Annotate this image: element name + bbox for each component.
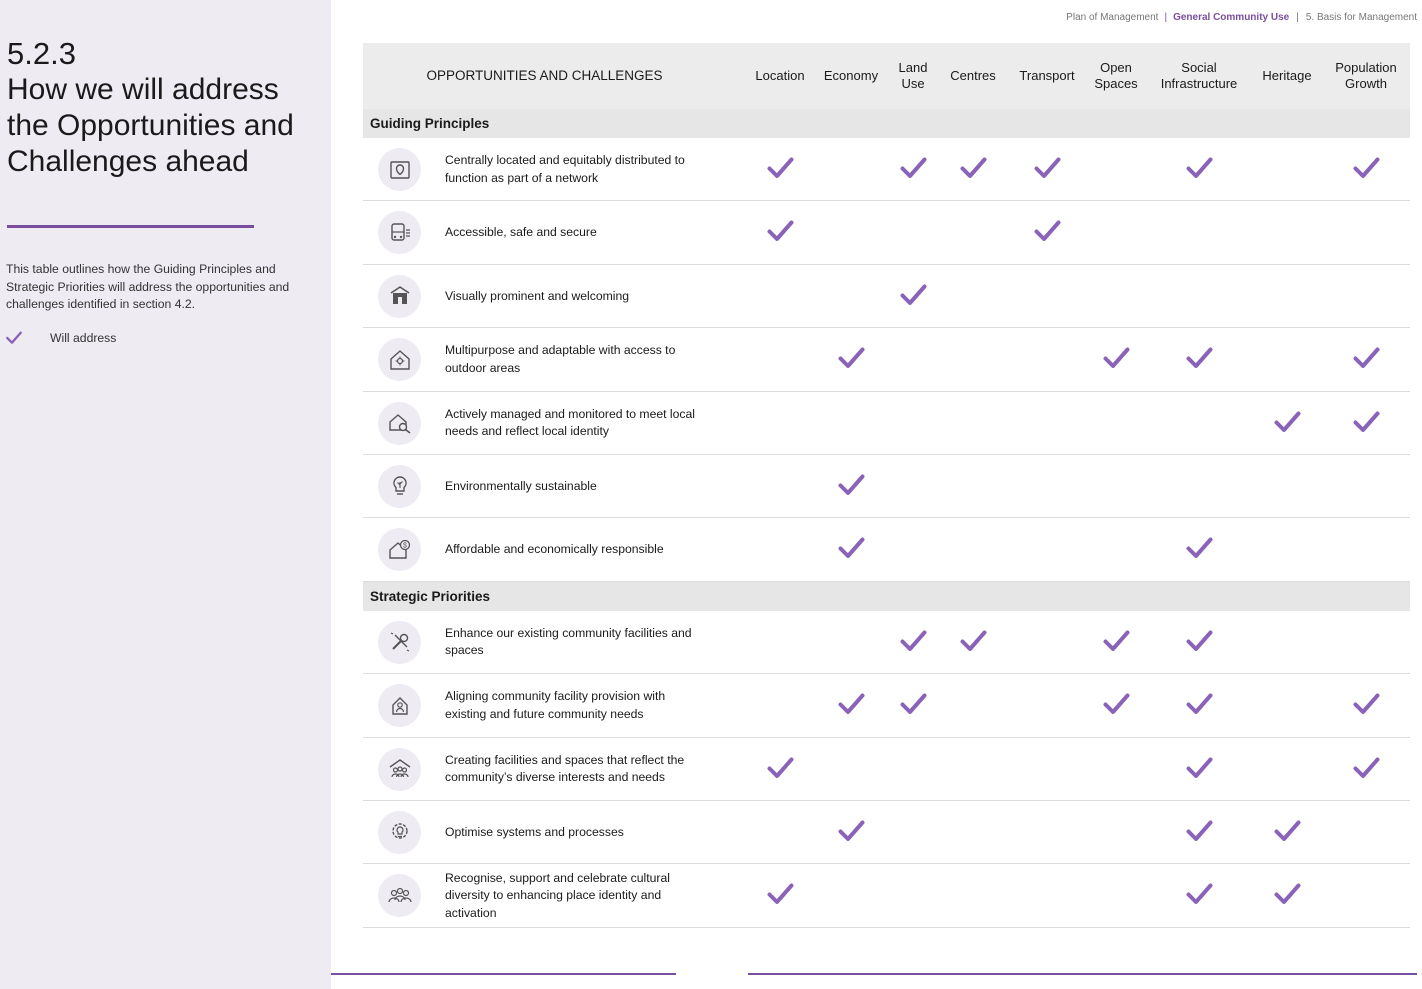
breadcrumb-item[interactable]: 5. Basis for Management (1305, 12, 1417, 23)
column-header: Population Growth (1335, 60, 1397, 91)
column-header: Transport (1019, 68, 1075, 83)
section-number: 5.2.3 (7, 36, 76, 71)
people-group-icon (378, 874, 421, 917)
column-header: Economy (823, 68, 879, 83)
check-icon (1186, 156, 1213, 180)
column-header: Land Use (898, 60, 928, 91)
check-icon (1353, 692, 1380, 716)
table-row (363, 518, 1410, 581)
check-icon (6, 331, 22, 345)
row-label: Affordable and economically responsible (445, 542, 664, 557)
row-label: Actively managed and monitored to meet local needs and reflect local identity (445, 406, 695, 439)
check-icon (1274, 819, 1301, 843)
check-icon (1353, 410, 1380, 434)
table-row (363, 201, 1410, 264)
row-label: Optimise systems and processes (445, 824, 624, 839)
column-header: Open Spaces (1094, 60, 1138, 91)
row-label: Visually prominent and welcoming (445, 288, 630, 303)
breadcrumb-item[interactable]: Plan of Management (1066, 12, 1159, 23)
table-row (363, 328, 1410, 391)
check-icon (838, 819, 865, 843)
table-row (363, 801, 1410, 864)
table-header (363, 43, 1410, 109)
check-icon (960, 629, 987, 653)
check-icon (1186, 882, 1213, 906)
row-label: Creating facilities and spaces that reflect the community’s diverse interests and needs (445, 752, 685, 785)
table-row (363, 738, 1410, 801)
breadcrumb-item-active[interactable]: General Community Use (1173, 12, 1290, 23)
check-icon (1034, 156, 1061, 180)
check-icon (1103, 692, 1130, 716)
sidebar (0, 0, 331, 989)
check-icon (1186, 692, 1213, 716)
gear-bulb-icon (378, 811, 421, 854)
group-header: Guiding Principles (363, 109, 1410, 138)
tools-icon (378, 621, 421, 664)
house-search-icon (378, 402, 421, 445)
check-icon (838, 692, 865, 716)
row-label: Enhance our existing community facilities and spaces (445, 625, 692, 658)
check-icon (1103, 346, 1130, 370)
column-header: Location (755, 68, 805, 83)
check-icon (767, 156, 794, 180)
check-icon (1274, 882, 1301, 906)
column-header: Centres (950, 68, 996, 83)
community-house-icon (378, 748, 421, 791)
check-icon (1274, 410, 1301, 434)
check-icon (900, 156, 927, 180)
row-label: Recognise, support and celebrate cultural diversity to enhancing place identity and activation (445, 870, 670, 920)
check-icon (767, 219, 794, 243)
check-icon (767, 756, 794, 780)
table-row (363, 864, 1410, 927)
check-icon (900, 692, 927, 716)
row-label: Environmentally sustainable (445, 478, 597, 493)
intro-text: This table outlines how the Guiding Principles and Strategic Priorities will address the opportunities and challenges identified in section 4.2. (6, 262, 290, 311)
check-icon (1103, 629, 1130, 653)
legend-label: Will address (50, 331, 117, 345)
table-row (363, 674, 1410, 737)
check-icon (960, 156, 987, 180)
check-icon (900, 283, 927, 307)
column-header: Social Infrastructure (1160, 60, 1238, 91)
svg-text:$: $ (402, 542, 407, 550)
leaf-bulb-icon (378, 465, 421, 508)
check-icon (1186, 629, 1213, 653)
check-icon (838, 473, 865, 497)
group-header: Strategic Priorities (363, 582, 1410, 611)
check-icon (1353, 156, 1380, 180)
house-sun-icon (378, 338, 421, 381)
check-icon (900, 629, 927, 653)
check-icon (1186, 819, 1213, 843)
check-icon (1034, 219, 1061, 243)
header-main: OPPORTUNITIES AND CHALLENGES (426, 68, 663, 83)
row-label: Accessible, safe and secure (445, 225, 597, 240)
table-row (363, 138, 1410, 201)
check-icon (838, 346, 865, 370)
row-label: Multipurpose and adaptable with access to outdoor areas (445, 343, 676, 375)
house-dollar-icon (378, 528, 421, 571)
check-icon (838, 536, 865, 560)
check-icon (1353, 756, 1380, 780)
footer-rule (331, 973, 676, 975)
table-row (363, 265, 1410, 328)
person-house-icon (378, 684, 421, 727)
check-icon (767, 882, 794, 906)
row-label: Aligning community facility provision with existing and future community needs (445, 689, 666, 721)
row-label: Centrally located and equitably distributed to function as part of a network (445, 153, 685, 185)
check-icon (1353, 346, 1380, 370)
map-pin-icon (378, 148, 421, 191)
table-body (363, 109, 1410, 928)
building-icon (378, 275, 421, 318)
table-row (363, 392, 1410, 455)
section-title: How we will address the Opportunities and Challenges ahead (7, 73, 294, 178)
table-row (363, 611, 1410, 674)
check-icon (1186, 756, 1213, 780)
table-row (363, 455, 1410, 518)
bus-icon (378, 211, 421, 254)
column-header: Heritage (1262, 68, 1312, 83)
check-icon (1186, 536, 1213, 560)
check-icon (1186, 346, 1213, 370)
breadcrumb: Plan of Management | General Community Use | 5. Basis for Management (1066, 12, 1417, 23)
footer-rule (748, 973, 1417, 975)
title-underline (7, 225, 254, 228)
opportunities-table (363, 43, 1410, 928)
